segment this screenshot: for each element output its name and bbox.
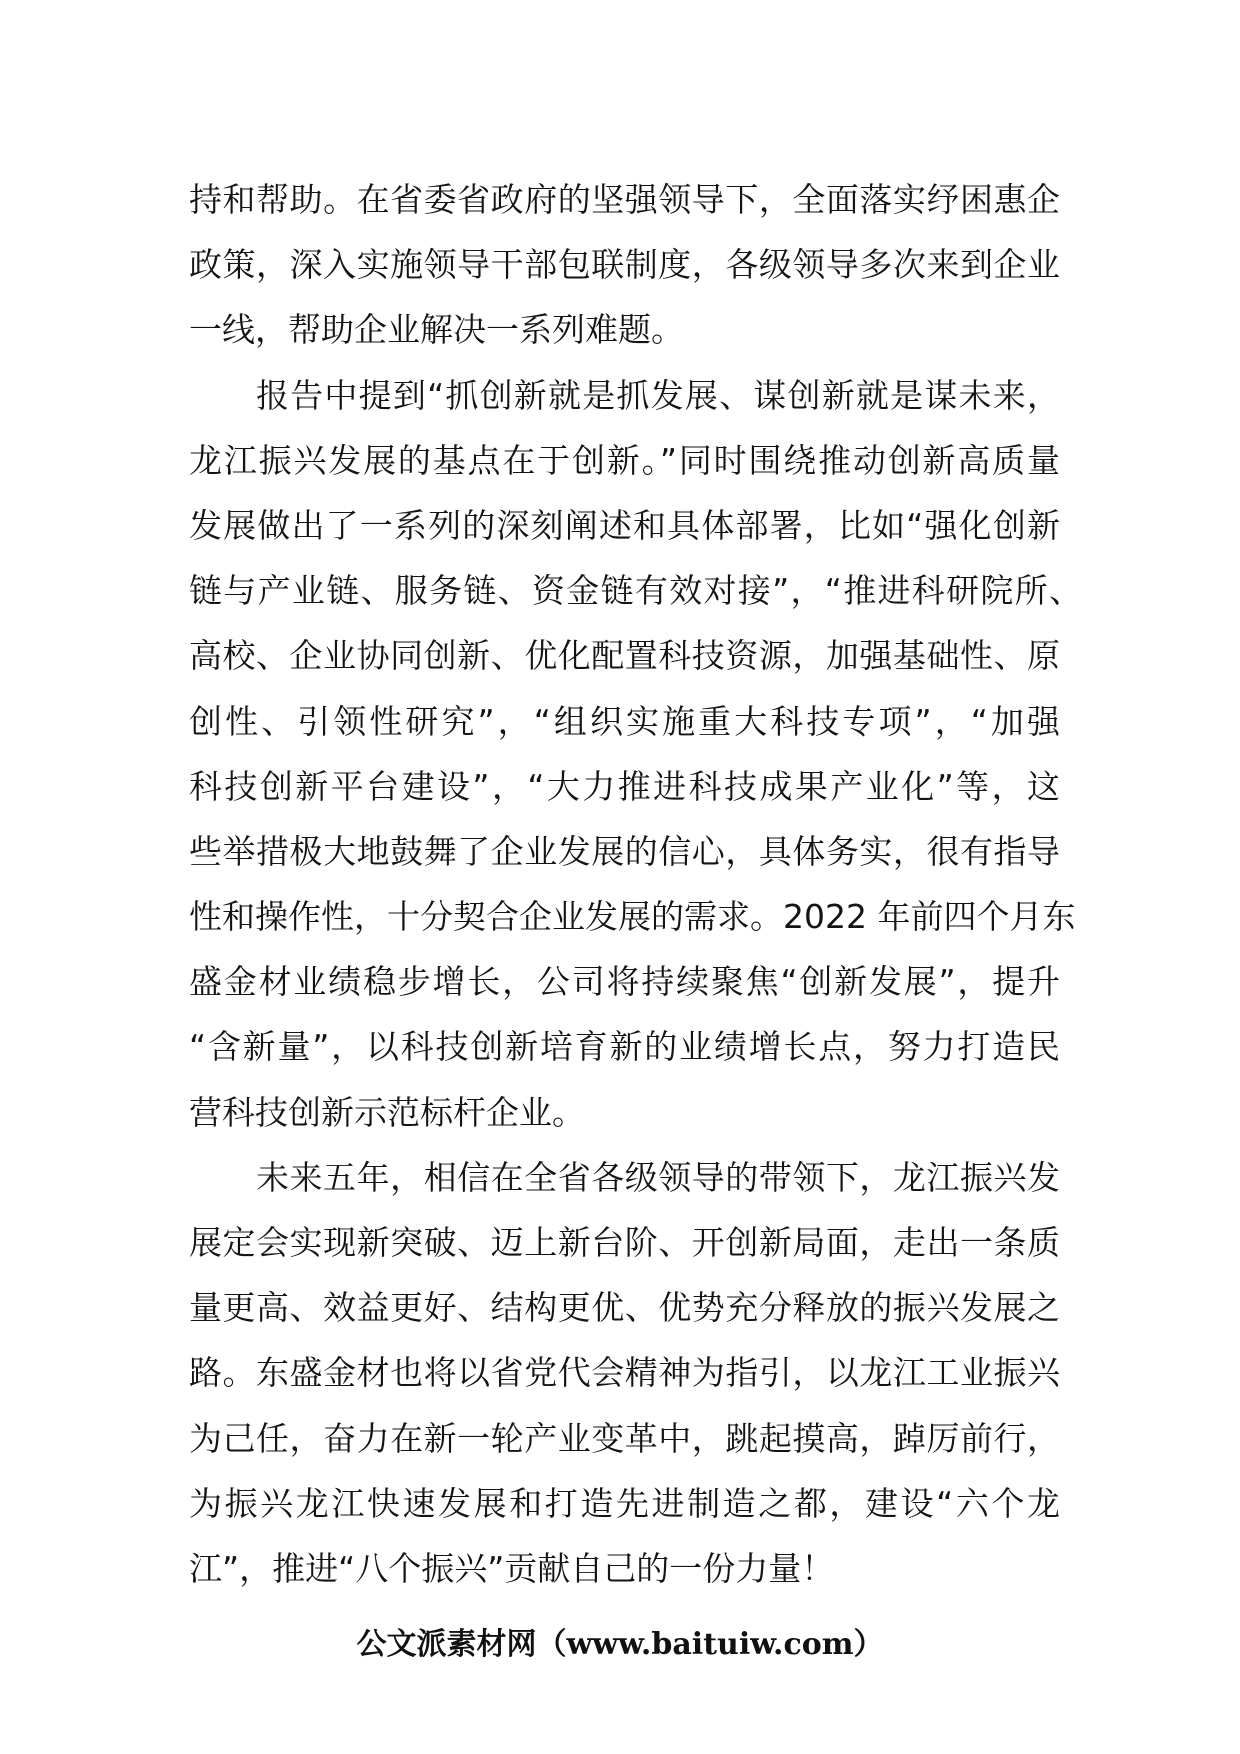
text-line: 政策，深入实施领导干部包联制度，各级领导多次来到企业 xyxy=(189,245,1060,285)
text-line: 盛金材业绩稳步增长，公司将持续聚焦“创新发展”，提升 xyxy=(189,962,1060,1002)
text-line: 为振兴龙江快速发展和打造先进制造之都，建设“六个龙 xyxy=(189,1483,1060,1523)
paragraph-3 xyxy=(189,1145,1060,1601)
text-line: 一线，帮助企业解决一系列难题。 xyxy=(189,310,684,350)
text-line: 报告中提到“抓创新就是抓发展、谋创新就是谋未来， xyxy=(256,375,1060,415)
text-line: 性和操作性，十分契合企业发展的需求。2022 年前四个月东 xyxy=(189,897,1076,937)
text-line: 未来五年，相信在全省各级领导的带领下，龙江振兴发 xyxy=(256,1157,1060,1197)
text-line: 为己任，奋力在新一轮产业变革中，跳起摸高，踔厉前行， xyxy=(189,1418,1060,1458)
text-line: 些举措极大地鼓舞了企业发展的信心，具体务实，很有指导 xyxy=(189,831,1060,871)
paragraph-1 xyxy=(189,167,1060,363)
text-line: 路。东盛金材也将以省党代会精神为指引，以龙江工业振兴 xyxy=(189,1353,1060,1393)
text-line: 发展做出了一系列的深刻阐述和具体部署，比如“强化创新 xyxy=(189,505,1060,545)
paragraph-2 xyxy=(189,363,1082,1145)
body-text xyxy=(189,167,1082,1601)
page-footer-source: 公文派素材网（www.baituiw.com） xyxy=(356,1627,884,1662)
text-line: 高校、企业协同创新、优化配置科技资源，加强基础性、原 xyxy=(189,636,1060,676)
text-line: 营科技创新示范标杆企业。 xyxy=(189,1092,585,1132)
text-line: 持和帮助。在省委省政府的坚强领导下，全面落实纾困惠企 xyxy=(189,180,1060,219)
text-line: 科技创新平台建设”，“大力推进科技成果产业化”等，这 xyxy=(189,766,1060,806)
text-line: 龙江振兴发展的基点在于创新。”同时围绕推动创新高质量 xyxy=(189,440,1060,480)
text-line: 展定会实现新突破、迈上新台阶、开创新局面，走出一条质 xyxy=(189,1223,1060,1262)
text-line: 江”，推进“八个振兴”贡献自己的一份力量！ xyxy=(189,1548,835,1588)
text-line: 链与产业链、服务链、资金链有效对接”，“推进科研院所、 xyxy=(189,571,1082,611)
text-line: “含新量”，以科技创新培育新的业绩增长点，努力打造民 xyxy=(189,1027,1060,1067)
text-line: 量更高、效益更好、结构更优、优势充分释放的振兴发展之 xyxy=(189,1288,1060,1328)
text-line: 创性、引领性研究”，“组织实施重大科技专项”，“加强 xyxy=(189,701,1060,741)
